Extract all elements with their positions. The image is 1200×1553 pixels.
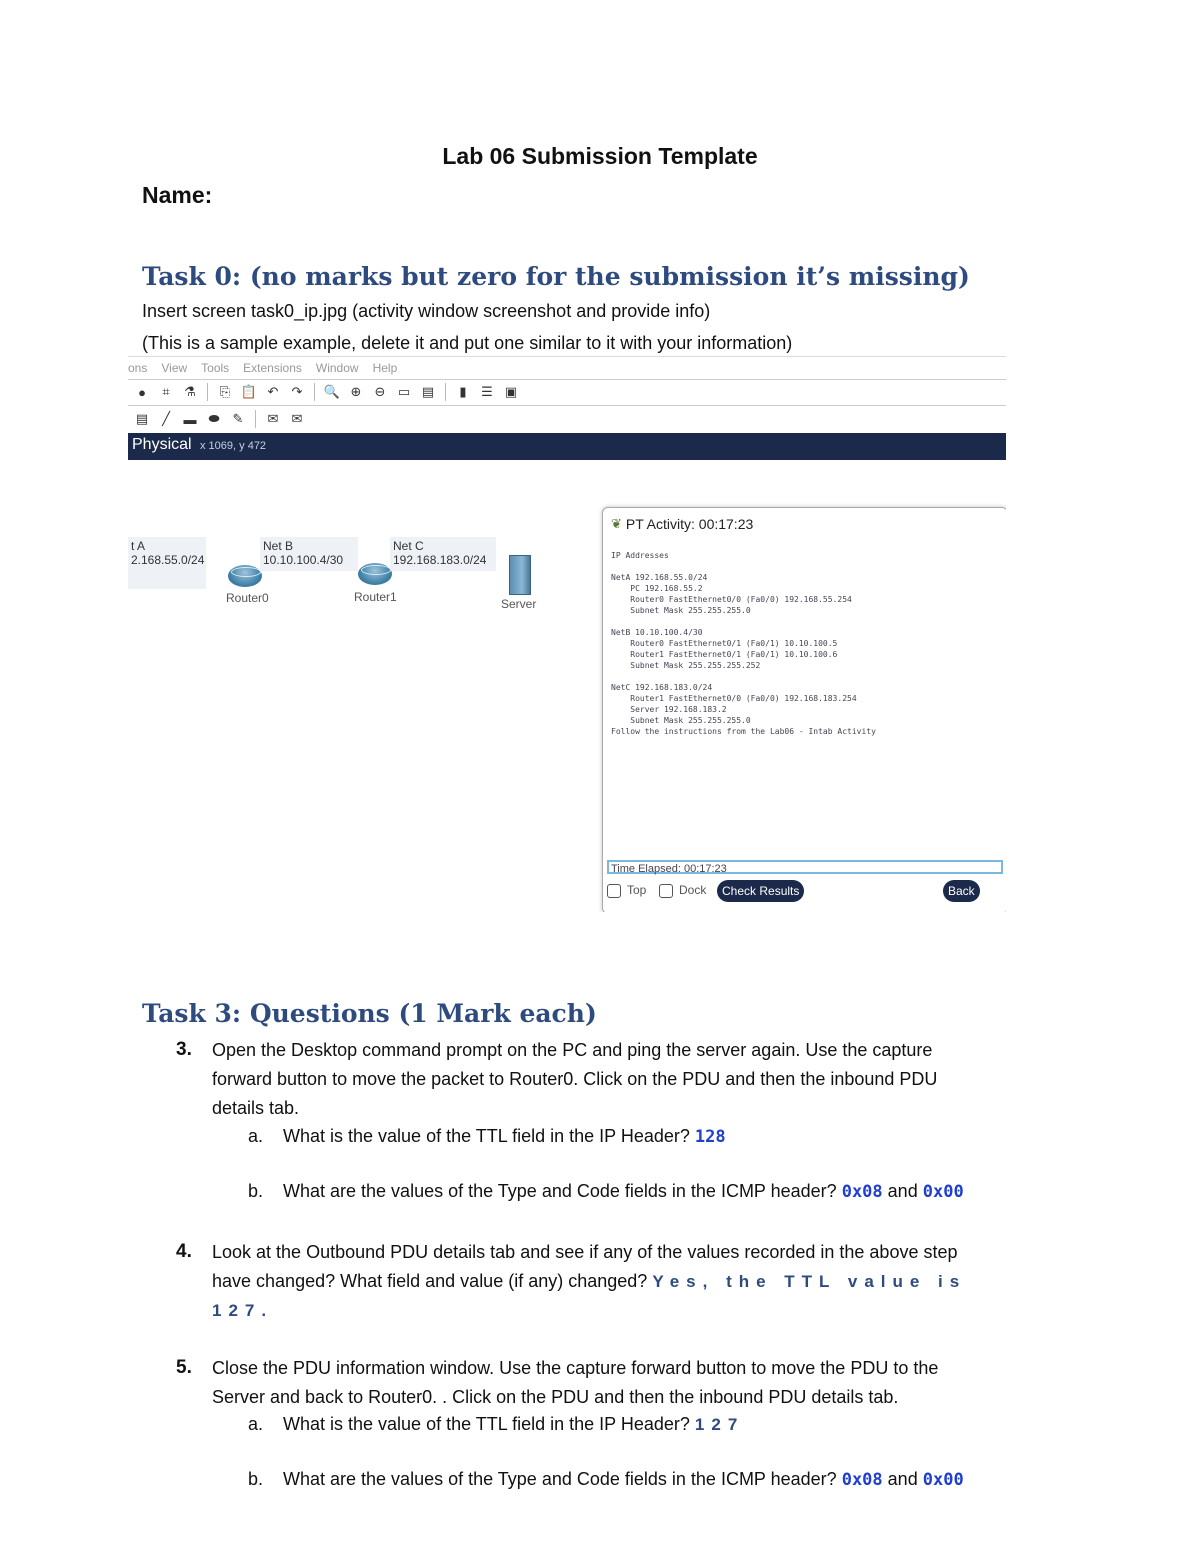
q5b-text: What are the values of the Type and Code fields in the ICMP header? [283,1469,837,1489]
q3b-text: What are the values of the Type and Code fields in the ICMP header? [283,1181,837,1201]
q5a-question [283,1414,744,1435]
main-toolbar [132,380,521,404]
menu-item-help[interactable]: Help [372,361,398,375]
q5a-letter: a. [248,1414,264,1434]
pt-activity-title: PT Activity: 00:17:23 [625,516,754,532]
time-elapsed: Time Elapsed: 00:17:23 [607,860,1003,874]
server-label: Server [501,597,537,611]
menu-item-tools[interactable]: Tools [201,361,230,375]
q3-line-3: details tab. [212,1098,300,1118]
complex-pdu-icon[interactable]: ✉ [291,411,303,426]
menu-item-window[interactable]: Window [315,361,359,375]
check-results-button[interactable]: Check Results [717,880,804,902]
toolbar-divider [128,405,1006,406]
q4-text [212,1238,1042,1325]
pt-footer [607,880,1003,902]
zoom-out-icon[interactable]: ⊖ [374,384,386,399]
task3-heading: Task 3: Questions (1 Mark each) [142,999,597,1028]
q5-line-1: Close the PDU information window. Use the capture forward button to move the PDU to the [212,1358,939,1378]
palette-icon[interactable]: ▤ [421,384,435,399]
dock-checkbox[interactable] [659,884,673,898]
pt-instructions: IP Addresses NetA 192.168.55.0/24 PC 192.168.55.2 Router0 FastEthernet0/0 (Fa0/0) 192.168.55.254 Subnet Mask 255.255.255.0 NetB 10.10.100.4/30 Router0 FastEthernet0/1 (Fa0/1) 10.10.100.5 Router1 FastEthernet0/1 (Fa0/1) 10.10.100.6 Subnet Mask 255.255.255.252 NetC 192.168.183.0/24 Router1 FastEthernet0/0 (Fa0/0) 192.168.183.254 Server 192.168.183.2 Subnet Mask 255.255.255.0 Follow the instructions from the Lab06 - Intab Activity [611,551,876,736]
q3-line-1: Open the Desktop command prompt on the PC and ping the server again. Use the capture [212,1040,933,1060]
q5b-answer-code: 0x00 [922,1470,964,1490]
q3-text [212,1036,1042,1123]
line-icon[interactable]: ╱ [162,411,170,426]
q3-number: 3. [176,1039,192,1060]
tab-physical[interactable]: Physical [132,436,192,453]
q5a-text: What is the value of the TTL field in the IP Header? [283,1414,690,1434]
router1-label: Router1 [354,590,397,604]
menu-bar [128,361,411,379]
rectangle-icon[interactable]: ▭ [397,384,411,399]
drawing-toolbar [132,407,307,431]
paste-icon[interactable]: 📋 [240,384,258,399]
q5-text [212,1354,1042,1412]
redo-icon[interactable]: ↷ [291,384,303,399]
task0-instruction-1: Insert screen task0_ip.jpg (activity window screenshot and provide info) [142,301,711,321]
zoom-icon[interactable]: 🔍 [323,384,341,399]
top-checkbox[interactable] [607,884,621,898]
q3a-answer: 128 [694,1127,726,1147]
device-icon[interactable]: ▮ [459,384,467,399]
q3b-answer-type: 0x08 [841,1182,883,1202]
q3a-question [283,1126,726,1147]
pt-activity-window [602,507,1006,912]
net-b-label: Net B [263,539,294,553]
pdu-list-icon[interactable]: ☰ [481,384,493,399]
q4-line-2: have changed? What field and value (if any) changed? [212,1271,648,1291]
task0-instruction-2: (This is a sample example, delete it and put one similar to it with your information) [142,333,793,353]
q5b-question [283,1469,964,1490]
q3a-text: What is the value of the TTL field in the IP Header? [283,1126,690,1146]
net-a-label: t A [131,539,146,553]
q3-line-2: forward button to move the packet to Router0. Click on the PDU and then the inbound PDU [212,1069,938,1089]
q5b-answer-type: 0x08 [841,1470,883,1490]
simple-pdu-icon[interactable]: ✉ [267,411,279,426]
image-icon[interactable]: ▣ [504,384,518,399]
packet-tracer-screenshot [128,356,1006,912]
network-info-icon[interactable]: ⌗ [162,384,170,399]
dock-label: Dock [679,883,707,897]
menu-item-options[interactable]: ons [128,361,148,375]
note-icon[interactable]: ▤ [135,411,149,426]
q4-line-1: Look at the Outbound PDU details tab and see if any of the values recorded in the above step [212,1242,958,1262]
top-label: Top [627,883,647,897]
lab-icon[interactable]: ⚗ [184,384,196,399]
rect-draw-icon[interactable]: ▬ [183,411,197,427]
q5b-and: and [887,1469,918,1489]
undo-icon[interactable]: ↶ [267,384,279,399]
net-a-address: 2.168.55.0/24 [131,553,205,567]
server-icon[interactable] [509,555,531,595]
q3b-letter: b. [248,1181,264,1201]
q3b-question [283,1181,964,1202]
router0-label: Router0 [226,591,269,605]
document-title: Lab 06 Submission Template [442,143,758,169]
q5-number: 5. [176,1357,192,1378]
q4-answer-part-1: Yes, the TTL value is [652,1272,967,1291]
net-b-box [260,537,358,571]
q4-number: 4. [176,1241,192,1262]
q5a-answer: 127 [694,1415,745,1434]
q3b-and: and [887,1181,918,1201]
router1-icon[interactable] [358,563,392,585]
net-c-address: 192.168.183.0/24 [393,553,487,567]
coordinate-readout: x 1069, y 472 [200,440,267,452]
net-b-address: 10.10.100.4/30 [263,553,344,567]
q5b-letter: b. [248,1469,264,1489]
menu-item-view[interactable]: View [161,361,188,375]
name-label: Name: [142,182,213,208]
pt-activity-title-bar [611,516,753,532]
q3b-answer-code: 0x00 [922,1182,964,1202]
ellipse-icon[interactable]: ⬬ [208,411,220,426]
q3a-letter: a. [248,1126,264,1146]
copy-icon[interactable]: ⎘ [219,384,231,399]
net-c-label: Net C [393,539,424,553]
q5-line-2: Server and back to Router0. . Click on the PDU and then the inbound PDU details tab. [212,1387,899,1407]
physical-bar [128,433,1006,460]
pt-logo-icon: ❦ [611,516,622,531]
menu-item-extensions[interactable]: Extensions [243,361,302,375]
info-icon[interactable]: ● [138,384,146,400]
zoom-in-icon[interactable]: ⊕ [350,384,362,399]
router0-icon[interactable] [228,565,262,587]
q4-answer-part-2: 127. [212,1301,274,1320]
net-a-box [128,537,206,589]
back-button[interactable]: Back [943,880,980,902]
freehand-icon[interactable]: ✎ [232,411,244,426]
task0-heading: Task 0: (no marks but zero for the submission it’s missing) [142,262,970,291]
net-c-box [390,537,496,571]
